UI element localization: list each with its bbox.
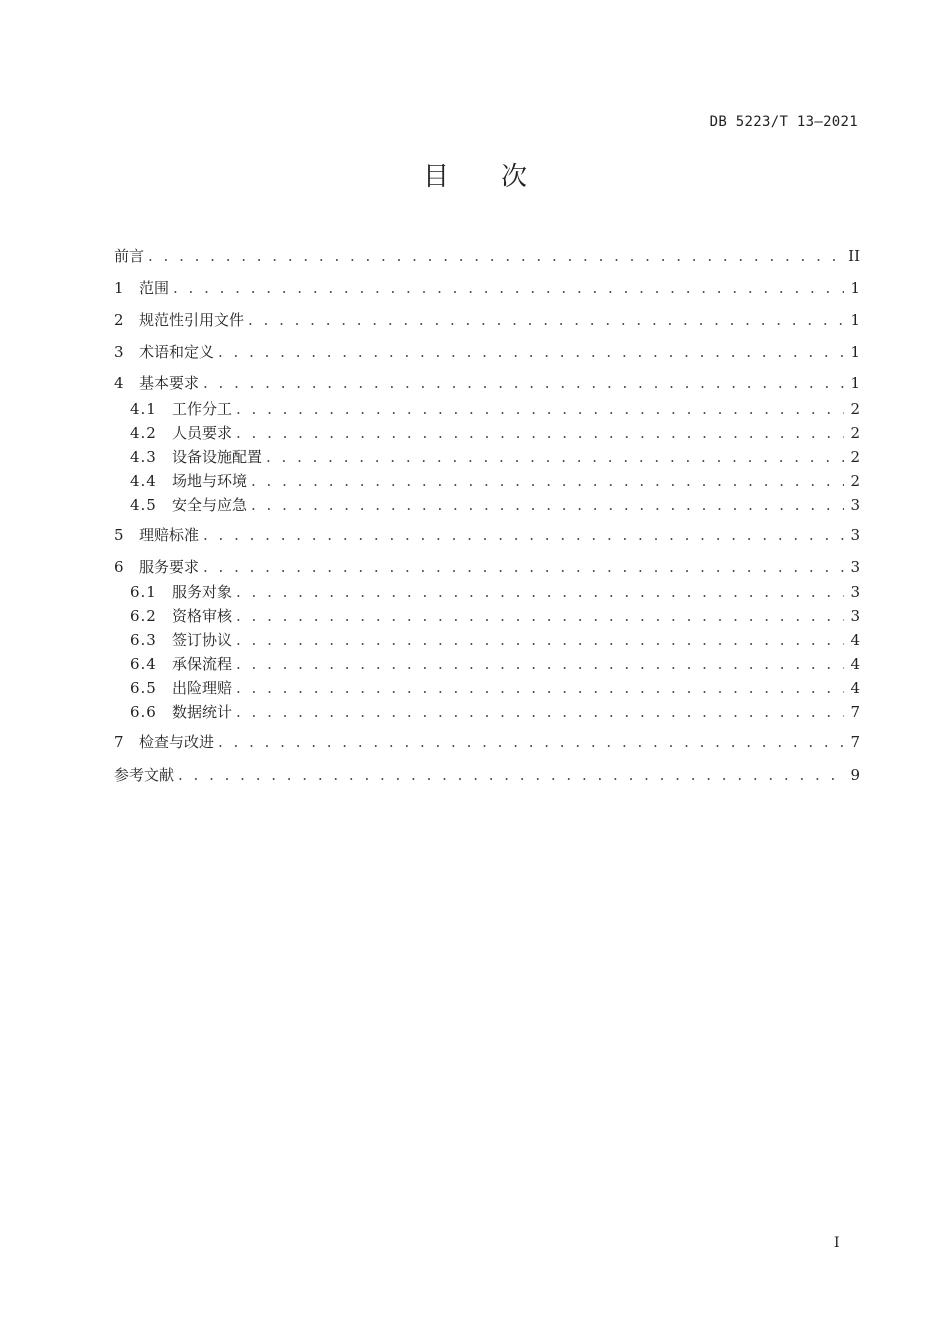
toc-leader-dots: [148, 246, 842, 266]
toc-entry-1[interactable]: [114, 278, 860, 298]
toc-page: 3: [850, 526, 860, 544]
toc-leader-dots: [236, 702, 844, 722]
toc-label: 安全与应急: [172, 496, 248, 514]
toc-number: 4.2: [130, 424, 157, 442]
toc-leader-dots: [266, 447, 844, 467]
toc-page: 7: [850, 703, 860, 721]
toc-number: 6.3: [130, 631, 157, 649]
toc-number: 4.5: [130, 496, 157, 514]
toc-label: 人员要求: [172, 424, 233, 442]
toc-entry-4[interactable]: [114, 373, 860, 393]
toc-leader-dots: [218, 342, 844, 362]
toc-number: 2: [114, 311, 124, 329]
toc-entry-4-1[interactable]: [130, 399, 860, 419]
toc-label: 基本要求: [139, 374, 200, 392]
toc-leader-dots: [236, 678, 844, 698]
toc-entry-references[interactable]: [114, 765, 860, 785]
toc-entry-6-4[interactable]: [130, 654, 860, 674]
toc-label: 理赔标准: [139, 526, 200, 544]
toc-number: 6.1: [130, 583, 157, 601]
toc-page: 7: [850, 733, 860, 751]
title-char-1: 目: [422, 162, 449, 192]
toc-leader-dots: [236, 423, 844, 443]
toc-label: 场地与环境: [172, 472, 248, 490]
toc-page: II: [848, 247, 860, 265]
toc-leader-dots: [236, 630, 844, 650]
toc-page: 1: [850, 374, 860, 392]
toc-number: 6: [114, 558, 124, 576]
toc-label: 前言: [114, 247, 145, 265]
toc-entry-6-5[interactable]: [130, 678, 860, 698]
toc-page: 4: [850, 631, 860, 649]
toc-page: 1: [850, 279, 860, 297]
toc-number: 4.1: [130, 400, 157, 418]
toc-label: 服务要求: [139, 558, 200, 576]
toc-entry-6-2[interactable]: [130, 606, 860, 626]
toc-label: 服务对象: [172, 583, 233, 601]
toc-entry-4-3[interactable]: [130, 447, 860, 467]
toc-number: 6.2: [130, 607, 157, 625]
toc-leader-dots: [248, 310, 844, 330]
toc-number: 4.3: [130, 448, 157, 466]
toc-page: 3: [850, 607, 860, 625]
toc-leader-dots: [236, 399, 844, 419]
toc-number: 6.6: [130, 703, 157, 721]
toc-entry-6-6[interactable]: [130, 702, 860, 722]
toc-number: 5: [114, 526, 124, 544]
document-code: DB 5223/T 13—2021: [709, 114, 858, 130]
toc-label: 工作分工: [172, 400, 233, 418]
toc-page: 1: [850, 311, 860, 329]
toc-entry-6[interactable]: [114, 557, 860, 577]
toc-page: 2: [850, 448, 860, 466]
toc-label: 承保流程: [172, 655, 233, 673]
toc-leader-dots: [218, 732, 844, 752]
toc-entry-6-3[interactable]: [130, 630, 860, 650]
toc-entry-4-4[interactable]: [130, 471, 860, 491]
toc-number: 3: [114, 343, 124, 361]
toc-page: 2: [850, 400, 860, 418]
toc-entry-6-1[interactable]: [130, 582, 860, 602]
toc-entry-7[interactable]: [114, 732, 860, 752]
page-title: [0, 156, 950, 193]
toc-entry-preface[interactable]: [114, 246, 860, 266]
toc-label: 设备设施配置: [172, 448, 263, 466]
toc-page: 4: [850, 655, 860, 673]
toc-leader-dots: [251, 471, 844, 491]
toc-page: 4: [850, 679, 860, 697]
toc-leader-dots: [173, 278, 844, 298]
title-char-2: 次: [501, 162, 528, 192]
toc-leader-dots: [236, 582, 844, 602]
toc-entry-4-5[interactable]: [130, 495, 860, 515]
toc-number: 6.5: [130, 679, 157, 697]
toc-label: 出险理赔: [172, 679, 233, 697]
toc-leader-dots: [203, 373, 844, 393]
toc-number: 1: [114, 279, 124, 297]
toc-page: 2: [850, 424, 860, 442]
toc-leader-dots: [203, 557, 844, 577]
toc-label: 签订协议: [172, 631, 233, 649]
toc-leader-dots: [178, 765, 844, 785]
toc-leader-dots: [251, 495, 844, 515]
toc-number: 4.4: [130, 472, 157, 490]
toc-leader-dots: [236, 654, 844, 674]
toc-page: 3: [850, 558, 860, 576]
toc-page: 3: [850, 583, 860, 601]
toc-number: 7: [114, 733, 124, 751]
toc-label: 参考文献: [114, 766, 175, 784]
toc-page: 3: [850, 496, 860, 514]
toc-page: 1: [850, 343, 860, 361]
toc-number: 4: [114, 374, 124, 392]
toc-page: 2: [850, 472, 860, 490]
toc-entry-3[interactable]: [114, 342, 860, 362]
toc-label: 范围: [139, 279, 170, 297]
toc-entry-2[interactable]: [114, 310, 860, 330]
toc-label: 术语和定义: [139, 343, 215, 361]
page-number: I: [834, 1235, 840, 1251]
toc-entry-5[interactable]: [114, 525, 860, 545]
toc-label: 规范性引用文件: [139, 311, 245, 329]
toc-leader-dots: [203, 525, 844, 545]
toc-label: 检查与改进: [139, 733, 215, 751]
toc-label: 数据统计: [172, 703, 233, 721]
toc-page: 9: [850, 766, 860, 784]
toc-entry-4-2[interactable]: [130, 423, 860, 443]
toc-label: 资格审核: [172, 607, 233, 625]
toc-number: 6.4: [130, 655, 157, 673]
toc-leader-dots: [236, 606, 844, 626]
